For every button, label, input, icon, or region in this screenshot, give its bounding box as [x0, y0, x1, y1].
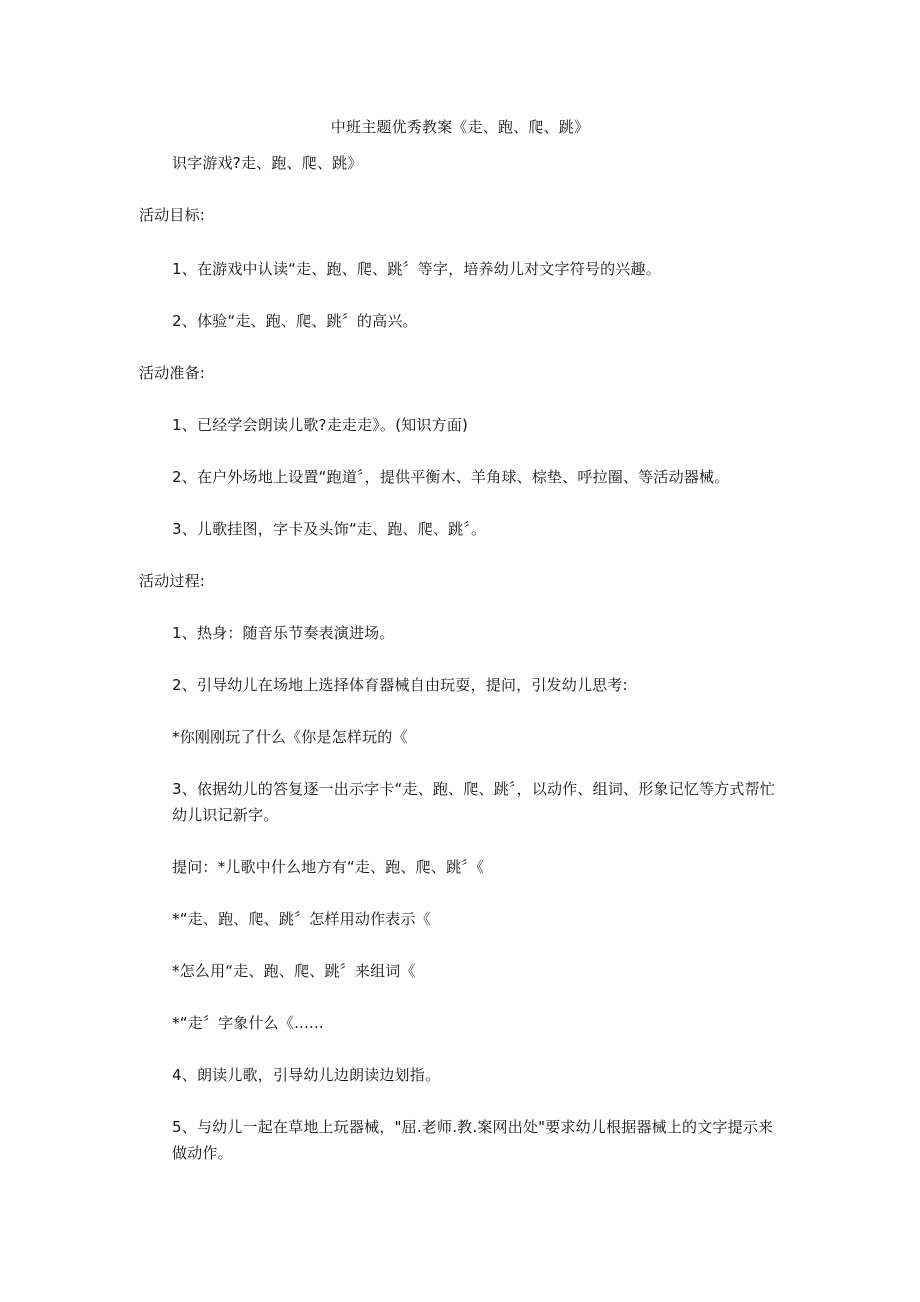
- process-item: *“走、跑、爬、跳〞怎样用动作表示《: [172, 910, 431, 928]
- process-item: *怎么用“走、跑、爬、跳〞来组词《: [172, 962, 416, 980]
- process-item: *“走〞字象什么《......: [172, 1014, 324, 1032]
- process-item: 2、引导幼儿在场地上选择体育器械自由玩耍，提问，引发幼儿思考:: [172, 676, 628, 694]
- prep-item: 2、在户外场地上设置“跑道〞，提供平衡木、羊角球、棕垫、呼拉圈、等活动器械。: [172, 468, 730, 486]
- process-item: 4、朗读儿歌，引导幼儿边朗读边划指。: [172, 1066, 441, 1084]
- document-subtitle: 识字游戏?走、跑、爬、跳》: [172, 154, 363, 172]
- goals-heading: 活动目标:: [139, 206, 206, 224]
- goal-item: 1、在游戏中认读“走、跑、爬、跳〞等字，培养幼儿对文字符号的兴趣。: [172, 260, 661, 278]
- process-heading: 活动过程:: [139, 572, 206, 590]
- process-item: 1、热身：随音乐节奏表演进场。: [172, 624, 395, 642]
- process-item: *你刚刚玩了什么《你是怎样玩的《: [172, 728, 408, 746]
- prep-heading: 活动准备:: [139, 364, 206, 382]
- document-title: 中班主题优秀教案《走、跑、爬、跳》: [330, 118, 590, 136]
- goal-item: 2、体验“走、跑、爬、跳〞的高兴。: [172, 312, 418, 330]
- process-item: 5、与幼儿一起在草地上玩器械，"屈.老师.教.案网出处"要求幼儿根据器械上的文字提示来做动作。: [172, 1118, 774, 1162]
- prep-item: 3、儿歌挂图，字卡及头饰“走、跑、爬、跳〞。: [172, 520, 487, 538]
- process-item: 3、依据幼儿的答复逐一出示字卡“走、跑、爬、跳〞，以动作、组词、形象记忆等方式帮忙幼儿识记新字。: [172, 780, 776, 824]
- process-item: 提问：*儿歌中什么地方有“走、跑、爬、跳〞《: [172, 858, 485, 876]
- prep-item: 1、已经学会朗读儿歌?走走走》。(知识方面): [172, 416, 469, 434]
